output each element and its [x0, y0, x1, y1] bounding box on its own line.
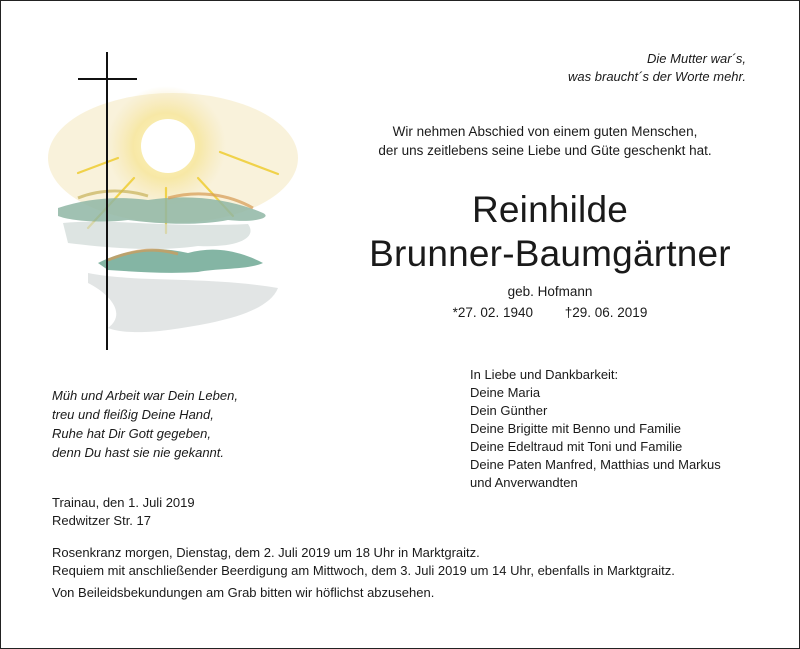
first-name: Reinhilde — [471, 189, 629, 230]
mourner: und Anverwandten — [470, 475, 578, 490]
poem-line: Ruhe hat Dir Gott gegeben, — [52, 426, 211, 441]
poem-line: Müh und Arbeit war Dein Leben, — [52, 388, 238, 403]
mourner: Deine Maria — [470, 385, 541, 400]
poem-line: denn Du hast sie nie gekannt. — [52, 445, 225, 460]
maiden-name: geb. Hofmann — [507, 284, 593, 299]
closing-note: Von Beileidsbekundungen am Grab bitten wir höflichst abzusehen. — [52, 585, 435, 600]
life-dates — [300, 305, 800, 320]
intro-line: Wir nehmen Abschied von einem guten Menschen, — [392, 124, 698, 139]
mourner: Deine Edeltraud mit Toni und Familie — [470, 439, 683, 454]
mourners-heading: In Liebe und Dankbarkeit: — [470, 367, 619, 382]
requiem-info: Requiem mit anschließender Beerdigung am Mittwoch, dem 3. Juli 2019 um 14 Uhr, ebenfalls in Marktgraitz. — [52, 563, 675, 578]
mourners-list — [470, 366, 790, 492]
birth-date: *27. 02. 1940 — [452, 305, 533, 320]
quote-line: Die Mutter war´s, — [647, 51, 746, 66]
mourner: Dein Günther — [470, 403, 548, 418]
motto-quote — [520, 50, 746, 86]
quote-line: was braucht´s der Worte mehr. — [568, 69, 746, 84]
mist — [63, 222, 251, 249]
poem — [52, 386, 312, 462]
place-and-address — [52, 494, 352, 530]
service-details — [52, 544, 792, 580]
deceased-name — [300, 188, 800, 276]
place-date: Trainau, den 1. Juli 2019 — [52, 495, 195, 510]
address: Redwitzer Str. 17 — [52, 513, 151, 528]
sun — [141, 119, 195, 173]
valley-shadow — [88, 273, 278, 332]
mourner: Deine Paten Manfred, Matthias und Markus — [470, 457, 721, 472]
poem-line: treu und fleißig Deine Hand, — [52, 407, 214, 422]
intro-text — [320, 122, 770, 160]
rosary-info: Rosenkranz morgen, Dienstag, dem 2. Juli 2019 um 18 Uhr in Marktgraitz. — [52, 545, 480, 560]
intro-line: der uns zeitlebens seine Liebe und Güte geschenkt hat. — [378, 143, 712, 158]
death-date: †29. 06. 2019 — [564, 305, 648, 320]
last-name: Brunner-Baumgärtner — [369, 233, 731, 274]
cross-sun-landscape-illustration — [48, 48, 308, 353]
mourner: Deine Brigitte mit Benno und Familie — [470, 421, 681, 436]
hill-middle — [98, 249, 263, 273]
